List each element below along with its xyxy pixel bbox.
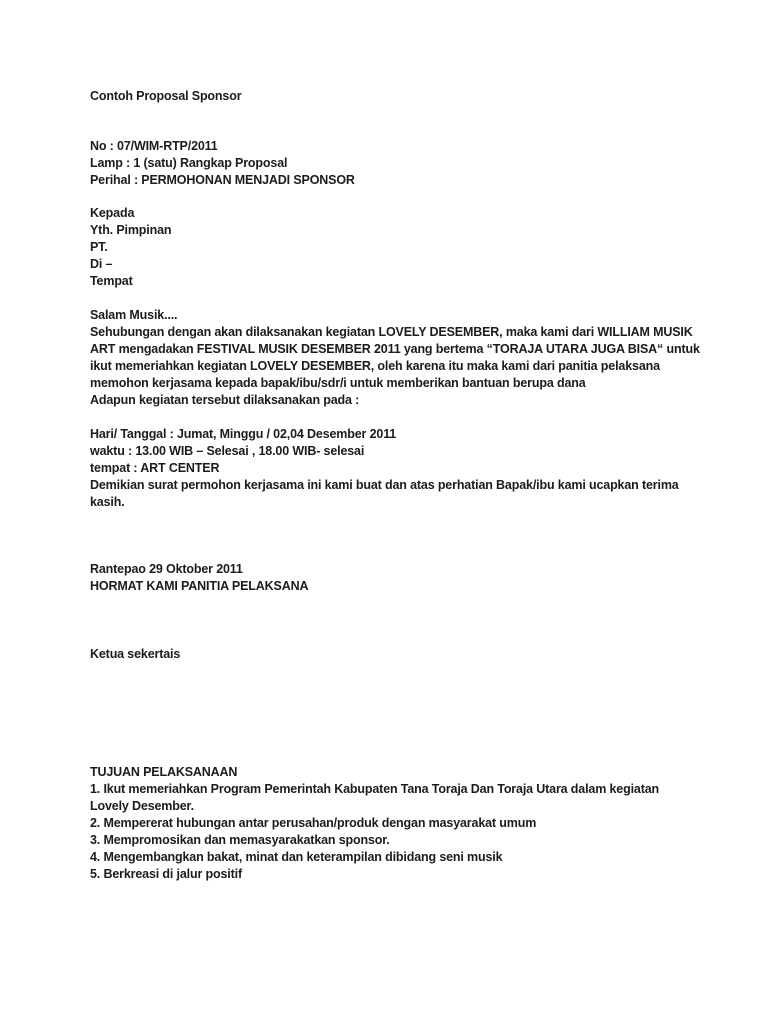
place-date-line: Rantepao 29 Oktober 2011 <box>90 562 243 576</box>
recipient-line: Kepada <box>90 206 135 220</box>
purpose-item-line: 1. Ikut memeriahkan Program Pemerintah Kabupaten Tana Toraja Dan Toraja Utara dalam kegiatan <box>90 782 660 796</box>
signatory-role-line: Ketua sekertais <box>90 647 181 661</box>
letter-meta <box>90 138 688 189</box>
committee-line: HORMAT KAMI PANITIA PELAKSANA <box>90 579 309 593</box>
event-details-block <box>90 426 688 511</box>
body-line: memohon kerjasama kepada bapak/ibu/sdr/i untuk memberikan bantuan berupa dana <box>90 376 586 390</box>
purpose-item-line: 5. Berkreasi di jalur positif <box>90 867 242 881</box>
purpose-item-line: 4. Mengembangkan bakat, minat dan keterampilan dibidang seni musik <box>90 850 503 864</box>
body-line: ART mengadakan FESTIVAL MUSIK DESEMBER 2011 yang bertema “TORAJA UTARA JUGA BISA“ untuk <box>90 342 700 356</box>
purpose-item-line: 3. Mempromosikan dan memasyarakatkan sponsor. <box>90 833 390 847</box>
recipient-line: Di – <box>90 257 113 271</box>
event-time-line: waktu : 13.00 WIB – Selesai , 18.00 WIB- selesai <box>90 444 365 458</box>
recipient-block <box>90 205 688 290</box>
letter-number-line: No : 07/WIM-RTP/2011 <box>90 139 218 153</box>
recipient-line: Tempat <box>90 274 133 288</box>
document-title: Contoh Proposal Sponsor <box>90 89 242 103</box>
body-line: Sehubungan dengan akan dilaksanakan kegiatan LOVELY DESEMBER, maka kami dari WILLIAM MUSIK <box>90 325 693 339</box>
closing-line: Demikian surat permohon kerjasama ini kami buat dan atas perhatian Bapak/ibu kami ucapkan terima <box>90 478 679 492</box>
body-line: Adapun kegiatan tersebut dilaksanakan pada : <box>90 393 360 407</box>
event-place-line: tempat : ART CENTER <box>90 461 220 475</box>
signatory-role-block <box>90 646 688 663</box>
purpose-item-line: Lovely Desember. <box>90 799 194 813</box>
signature-block <box>90 561 688 595</box>
letter-attachment-line: Lamp : 1 (satu) Rangkap Proposal <box>90 156 288 170</box>
purpose-section <box>90 764 688 883</box>
body-line: ikut memeriahkan kegiatan LOVELY DESEMBER, oleh karena itu maka kami dari panitia pelaksana <box>90 359 660 373</box>
event-date-line: Hari/ Tanggal : Jumat, Minggu / 02,04 Desember 2011 <box>90 427 397 441</box>
opening-paragraph <box>90 307 700 409</box>
salutation-line: Salam Musik.... <box>90 308 178 322</box>
recipient-line: Yth. Pimpinan <box>90 223 172 237</box>
letter-subject-line: Perihal : PERMOHONAN MENJADI SPONSOR <box>90 173 355 187</box>
recipient-line: PT. <box>90 240 108 254</box>
purpose-heading: TUJUAN PELAKSANAAN <box>90 765 238 779</box>
closing-line: kasih. <box>90 495 125 509</box>
purpose-item-line: 2. Mempererat hubungan antar perusahan/produk dengan masyarakat umum <box>90 816 537 830</box>
